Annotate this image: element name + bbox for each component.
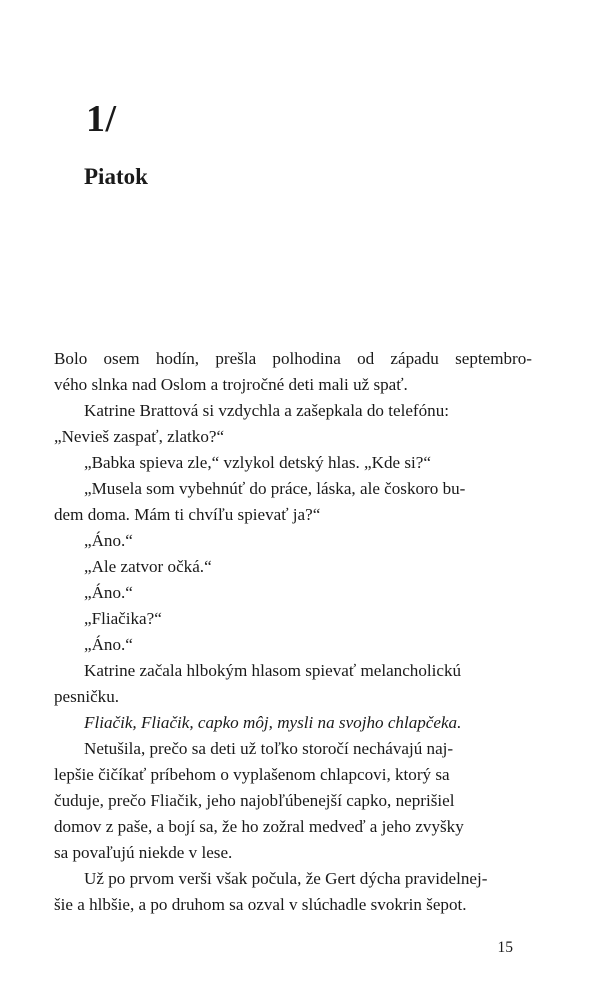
paragraph [54,632,532,658]
text-line: Katrine začala hlbokým hlasom spievať melancholickú [84,661,462,680]
text-line: „Ale zatvor očká.“ [84,557,212,576]
paragraph [54,658,532,710]
paragraph [54,866,532,918]
text-line: Netušila, prečo sa deti už toľko storočí nechávajú naj- [84,739,454,758]
body-text [54,346,532,918]
paragraph [54,398,532,450]
text-line: sa povaľujú niekde v lese. [54,843,233,862]
text-line: „Áno.“ [84,635,133,654]
text-line: Katrine Brattová si vzdychla a zašepkala do telefónu: [84,401,449,420]
text-line: pesničku. [54,687,120,706]
text-line: „Áno.“ [84,583,133,602]
paragraph [54,554,532,580]
chapter-number: 1/ [86,98,117,140]
text-line: čuduje, prečo Fliačik, jeho najobľúbenejší capko, neprišiel [54,791,455,810]
paragraph [54,346,532,398]
text-line: šie a hlbšie, a po druhom sa ozval v slúchadle svokrin šepot. [54,895,467,914]
chapter-title: Piatok [84,164,148,189]
paragraph [54,710,532,736]
text-line: vého slnka nad Oslom a trojročné deti mali už spať. [54,375,408,394]
text-line: Bolo osem hodín, prešla polhodina od západu septembro- [54,349,532,368]
text-line: Už po prvom verši však počula, že Gert dýcha pravidelnej- [84,869,488,888]
text-line: „Nevieš zaspať, zlatko?“ [54,427,225,446]
text-line: dem doma. Mám ti chvíľu spievať ja?“ [54,505,321,524]
text-line: „Fliačika?“ [84,609,162,628]
paragraph [54,528,532,554]
song-verse: Fliačik, Fliačik, capko môj, mysli na svojho chlapčeka. [84,713,462,732]
text-line: „Babka spieva zle,“ vzlykol detský hlas. „Kde si?“ [84,453,431,472]
paragraph [54,476,532,528]
paragraph [54,736,532,866]
page-number: 15 [497,939,513,956]
paragraph [54,580,532,606]
text-line: „Musela som vybehnúť do práce, láska, ale čoskoro bu- [84,479,466,498]
text-line: „Áno.“ [84,531,133,550]
text-line: domov z paše, a bojí sa, že ho zožral medveď a jeho zvyšky [54,817,464,836]
paragraph [54,450,532,476]
paragraph [54,606,532,632]
text-line: lepšie čičíkať príbehom o vyplašenom chlapcovi, ktorý sa [54,765,450,784]
